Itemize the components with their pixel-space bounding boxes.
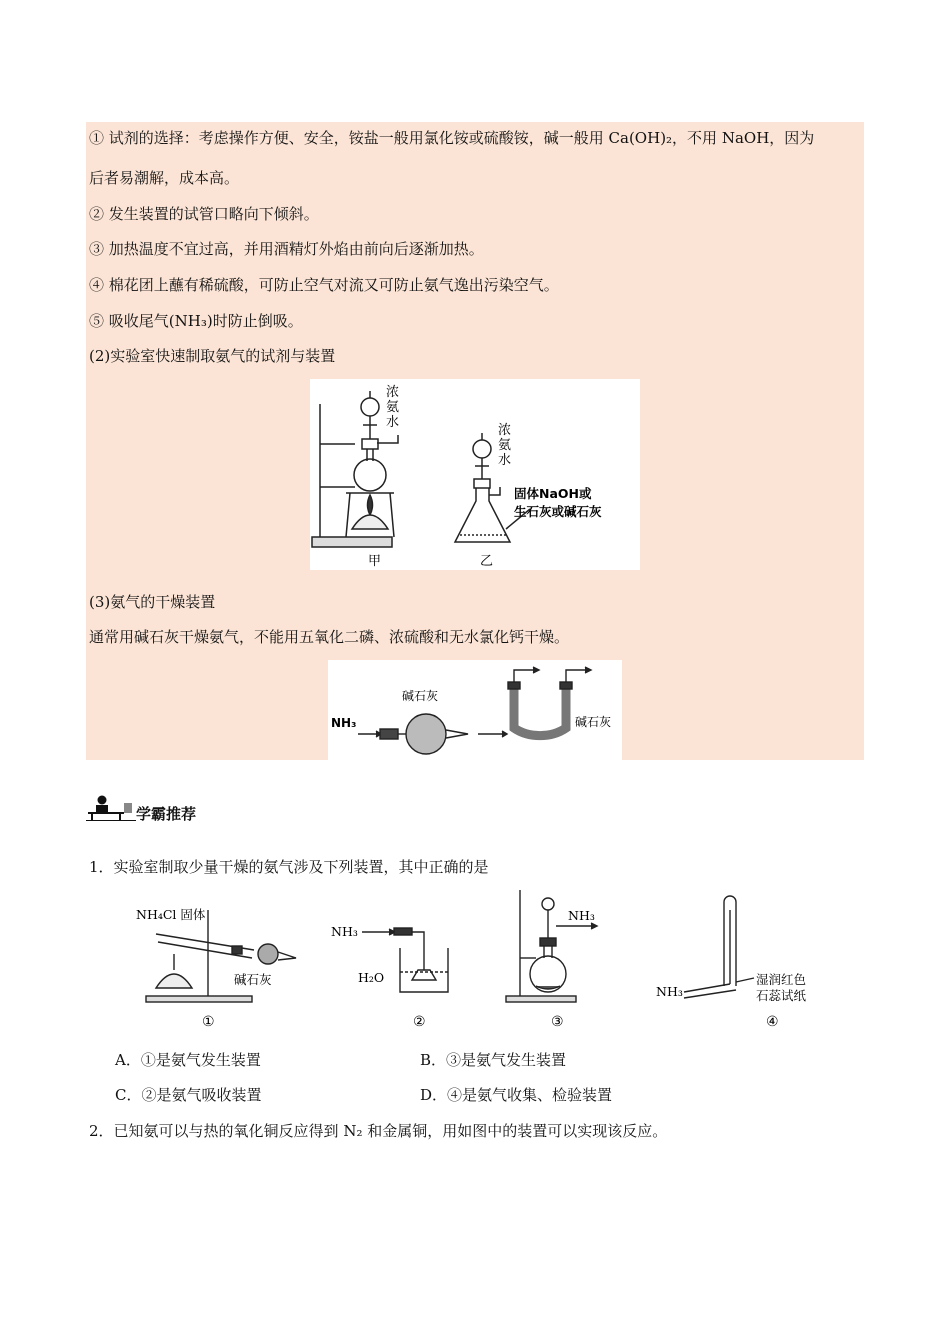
note-5: ⑤ 吸收尾气(NH₃)时防止倒吸。 [89, 312, 303, 330]
label-nh3-q1-4: NH₃ [656, 984, 683, 999]
label-litmus-2: 石蕊试纸 [756, 988, 807, 1003]
question-1-stem: 1．实验室制取少量干燥的氨气涉及下列装置，其中正确的是 [89, 858, 489, 876]
study-icon [86, 795, 136, 825]
caption-1: ① [202, 1014, 215, 1030]
label-solid-2: 生石灰或碱石灰 [514, 504, 602, 519]
label-nh3-q1-2: NH₃ [331, 924, 358, 939]
label-nh4cl: NH₄Cl 固体 [136, 907, 206, 922]
caption-4: ④ [766, 1014, 779, 1030]
label-jia: 甲 [368, 554, 382, 569]
label-solid-1: 固体NaOH或 [514, 486, 592, 501]
label-h2o: H₂O [358, 970, 385, 985]
section-2-title: (2)实验室快速制取氨气的试剂与装置 [89, 347, 336, 365]
label-nh3-q1-3: NH₃ [568, 908, 595, 923]
badge-title: 学霸推荐 [136, 805, 197, 823]
label-yi: 乙 [480, 554, 494, 569]
note-2: ② 发生装置的试管口略向下倾斜。 [89, 205, 319, 223]
caption-3: ③ [551, 1014, 564, 1030]
label-conc-ammonia-b-3: 水 [498, 453, 512, 468]
label-soda-lime-a: 碱石灰 [402, 689, 439, 703]
label-conc-ammonia-a-3: 水 [386, 415, 400, 430]
note-1a: ① 试剂的选择：考虑操作方便、安全，铵盐一般用氯化铵或硫酸铵，碱一般用 Ca(OH)₂，不用 NaOH，因为 [89, 129, 815, 147]
label-litmus-1: 湿润红色 [756, 972, 807, 987]
section-3-text: 通常用碱石灰干燥氨气，不能用五氧化二磷、浓硫酸和无水氯化钙干燥。 [89, 628, 570, 646]
caption-2: ② [413, 1014, 426, 1030]
figure-q1-apparatus [136, 888, 816, 1030]
option-b[interactable]: B．③是氨气发生装置 [420, 1051, 567, 1069]
figure-fast-nh3-apparatus [310, 379, 640, 570]
question-2-stem: 2．已知氨可以与热的氧化铜反应得到 N₂ 和金属铜，用如图中的装置可以实现该反应。 [89, 1122, 668, 1140]
label-conc-ammonia-b-1: 浓 [498, 423, 512, 438]
label-conc-ammonia-a-2: 氨 [386, 400, 400, 415]
label-soda-lime-b: 碱石灰 [575, 715, 612, 729]
note-1b: 后者易潮解，成本高。 [89, 169, 240, 187]
label-conc-ammonia-a-1: 浓 [386, 385, 400, 400]
label-soda-lime-q1: 碱石灰 [234, 972, 272, 987]
figure-drying-apparatus [328, 660, 622, 760]
label-nh3-drying: NH₃ [331, 716, 357, 730]
option-a[interactable]: A．①是氨气发生装置 [115, 1051, 261, 1069]
note-3: ③ 加热温度不宜过高，并用酒精灯外焰由前向后逐渐加热。 [89, 240, 484, 258]
option-c[interactable]: C．②是氨气吸收装置 [115, 1086, 262, 1104]
label-conc-ammonia-b-2: 氨 [498, 438, 512, 453]
section-3-title: (3)氨气的干燥装置 [89, 593, 216, 611]
note-4: ④ 棉花团上蘸有稀硫酸，可防止空气对流又可防止氨气逸出污染空气。 [89, 276, 559, 294]
option-d[interactable]: D．④是氨气收集、检验装置 [420, 1086, 613, 1104]
